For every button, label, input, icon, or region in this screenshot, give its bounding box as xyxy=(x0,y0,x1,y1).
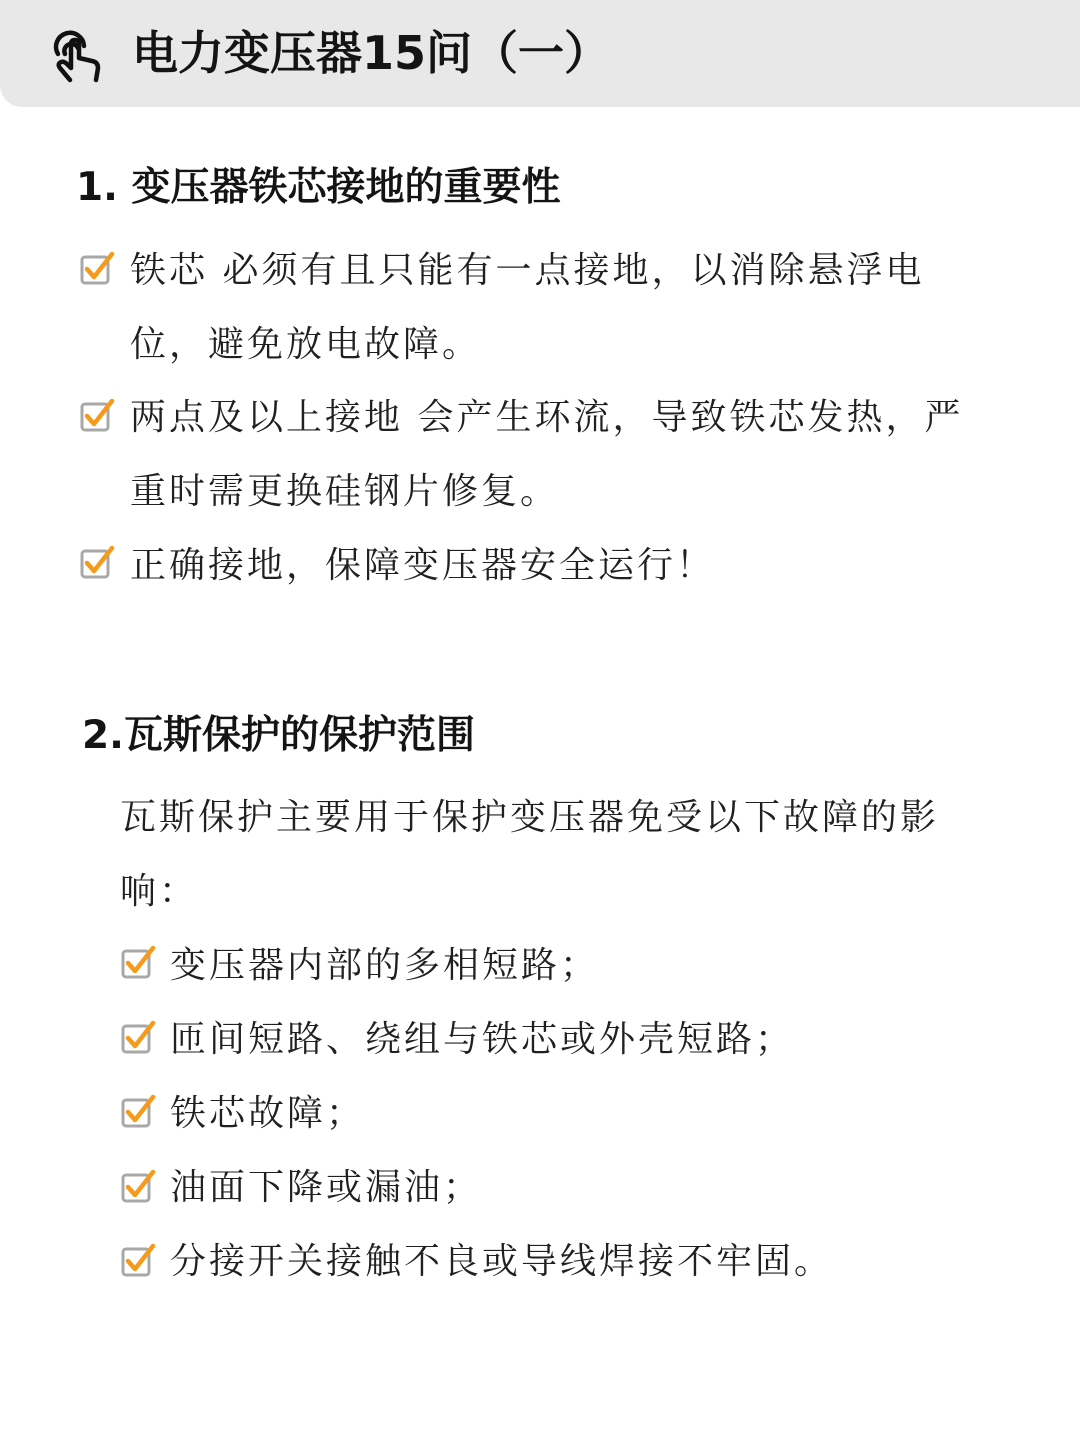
list-item-text: 匝间短路、绕组与铁芯或外壳短路； xyxy=(170,1019,795,1060)
list-item-text: 油面下降或漏油； xyxy=(170,1167,483,1208)
header-bar xyxy=(0,0,1080,107)
list-item-text: 变压器内部的多相短路； xyxy=(170,945,600,986)
list-item-text: 正确接地，保障变压器安全运行！ xyxy=(130,545,716,586)
section-heading-gas-protection: 2.瓦斯保护的保护范围 xyxy=(82,713,475,758)
page-title: 电力变压器15问（一） xyxy=(132,26,611,80)
list-item-text: 两点及以上接地 会产生环流，导致铁芯发热，严重时需更换硅钢片修复。 xyxy=(130,397,964,512)
tap-hand-icon xyxy=(44,24,108,88)
checkbox-checked-icon xyxy=(120,1169,156,1205)
list-item-text: 铁芯 必须有且只能有一点接地，以消除悬浮电位，避免放电故障。 xyxy=(130,250,925,365)
checkbox-checked-icon xyxy=(120,945,156,981)
section-heading-iron-core-grounding: 1. 变压器铁芯接地的重要性 xyxy=(76,165,561,210)
checkbox-checked-icon xyxy=(79,251,115,287)
section-intro-text: 瓦斯保护主要用于保护变压器免受以下故障的影响： xyxy=(120,797,940,912)
checkbox-checked-icon xyxy=(79,398,115,434)
checkbox-checked-icon xyxy=(120,1243,156,1279)
checkbox-checked-icon xyxy=(79,545,115,581)
list-item-text: 铁芯故障； xyxy=(170,1093,366,1134)
checkbox-checked-icon xyxy=(120,1020,156,1056)
checkbox-checked-icon xyxy=(120,1094,156,1130)
list-item-text: 分接开关接触不良或导线焊接不牢固。 xyxy=(170,1241,834,1282)
